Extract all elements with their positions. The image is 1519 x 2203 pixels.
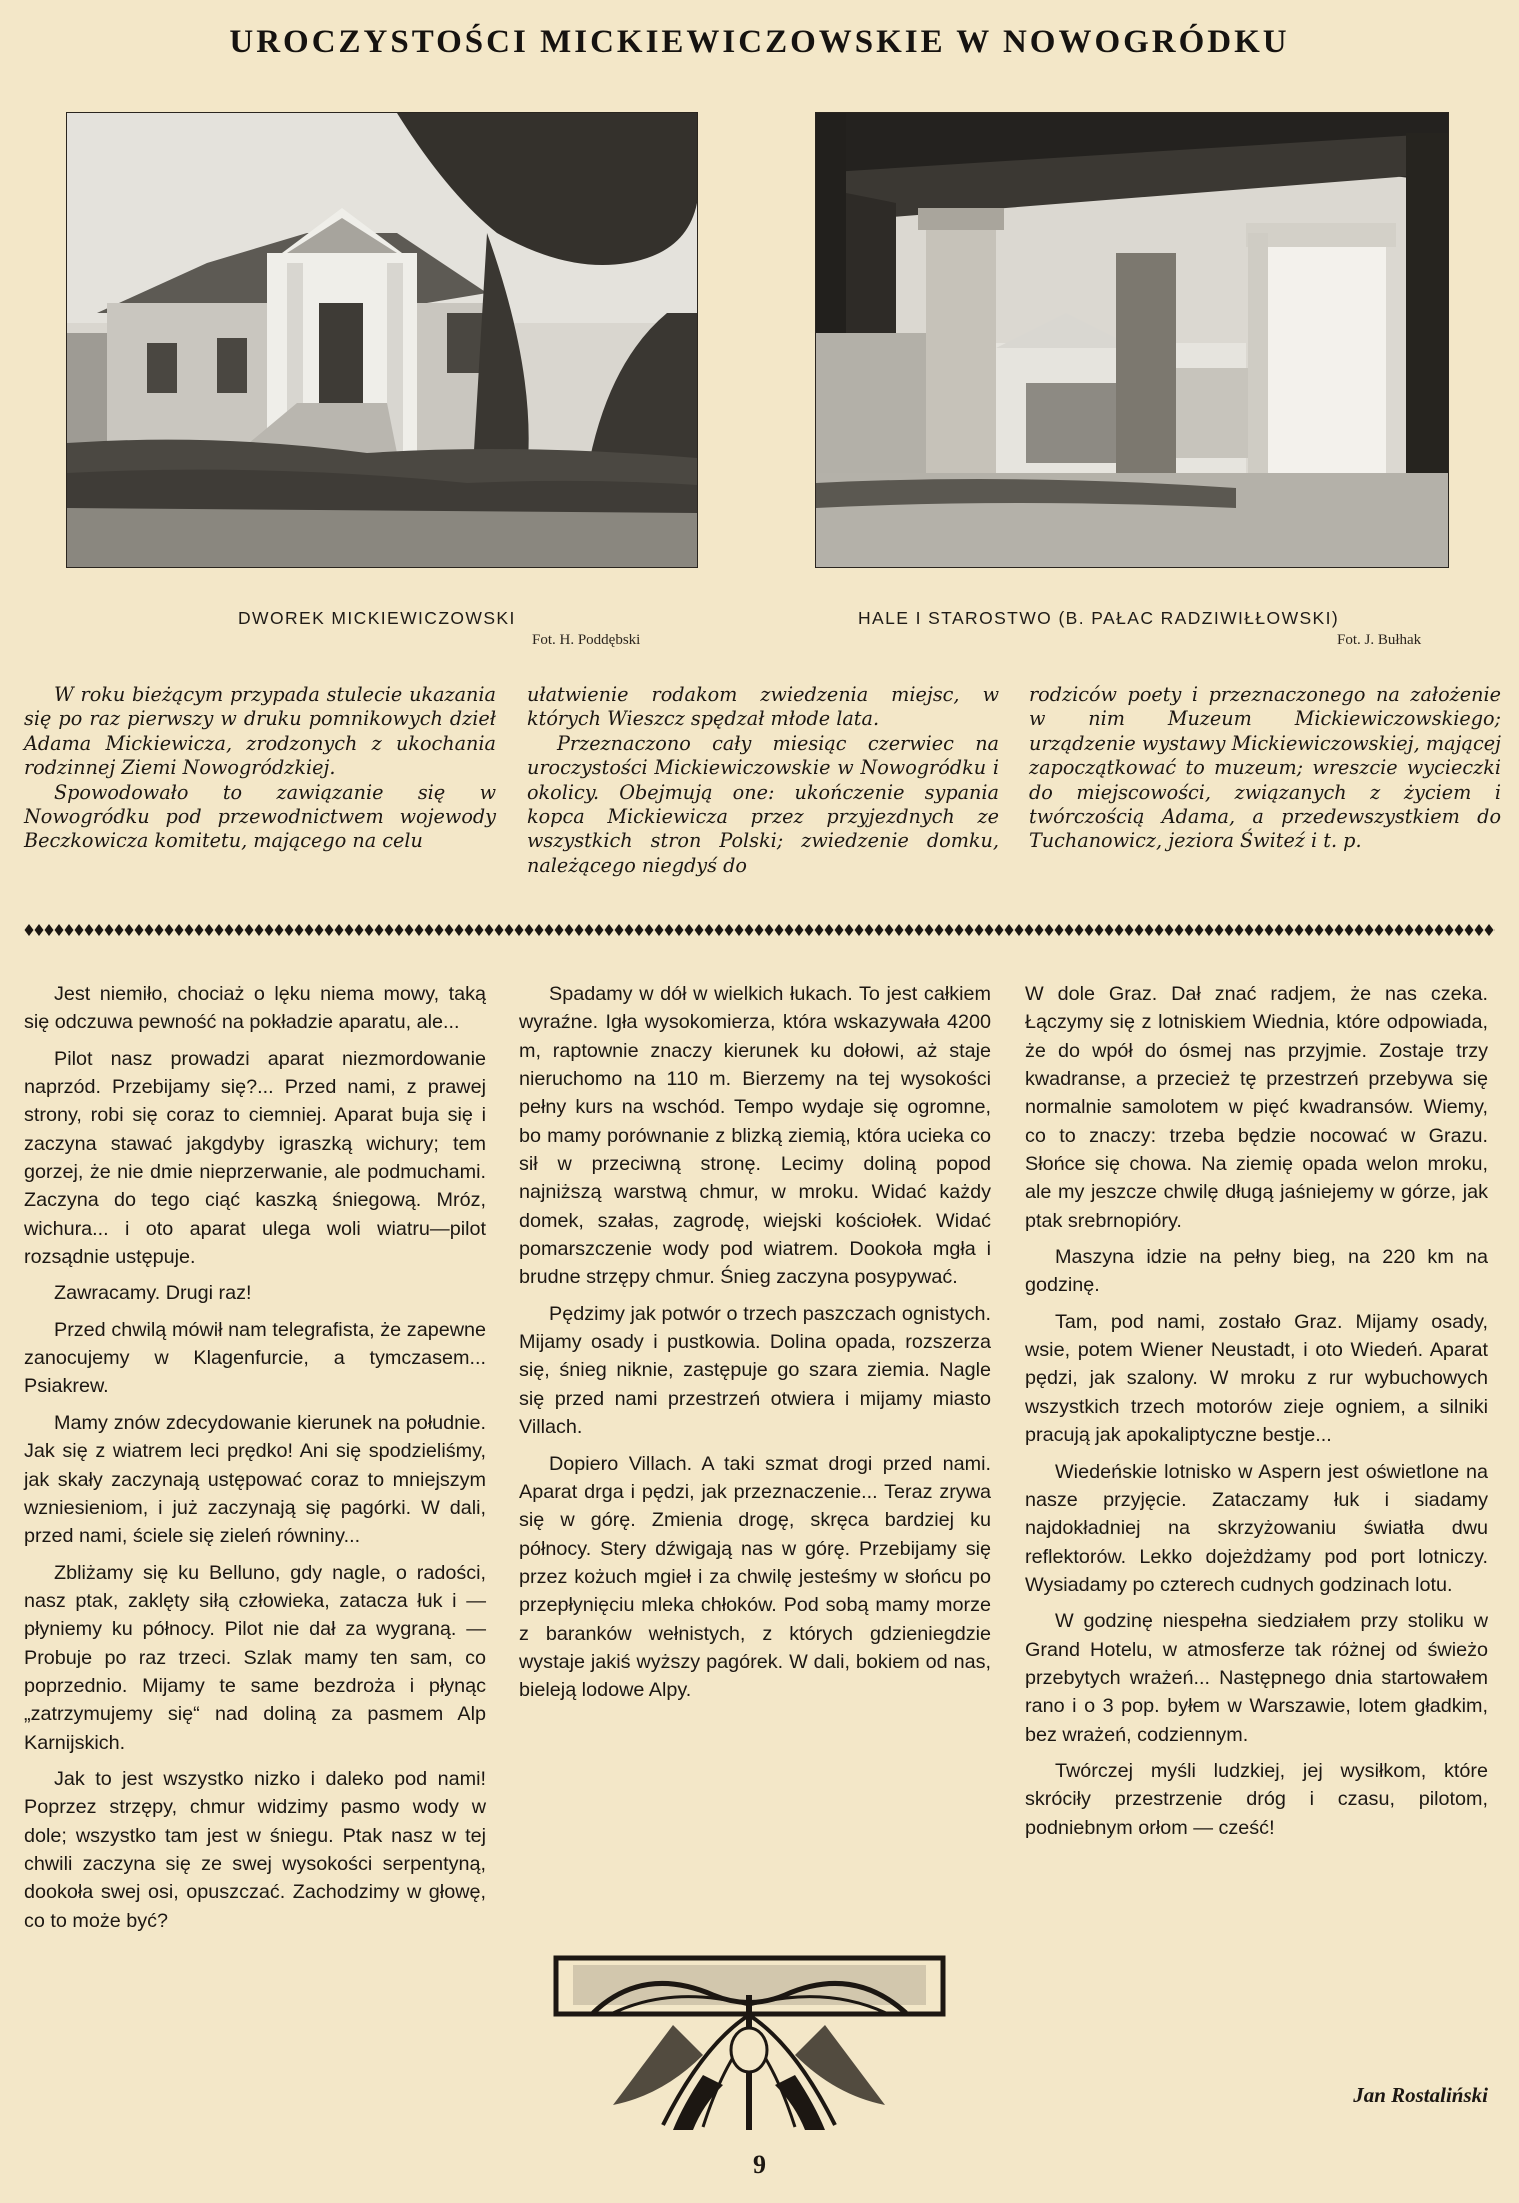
intro-paragraph: rodziców poety i przeznaczonego na założenie w nim Muzeum Mickiewiczowskiego; urządzenie wystawy Mickiewiczowskiej, mającej zapoczątkować to muzeum; wreszcie wycieczki do miejscowości, związanych z życiem i twórczością Adama, a przedewszystkiem do Tuchanowicz, jeziora Świteź i t. p. [1029, 683, 1501, 853]
story-paragraph: Maszyna idzie na pełny bieg, na 220 km na godzinę. [1025, 1246, 1488, 1297]
story-column-3 [1025, 980, 1488, 1850]
author-signature: Jan Rostaliński [1353, 2083, 1488, 2107]
photo-credit-right: Fot. J. Bułhak [1337, 632, 1422, 648]
intro-paragraph: Przeznaczono cały miesiąc czerwiec na uroczystości Mickiewiczowskie w Nowogródku i okolicy. Obejmują one: ukończenie sypania kopca Mickiewicza przez przyjezdnych ze wszystkich stron Polski; zwiedzenie domku, należącego niegdyś do [527, 731, 999, 877]
intro-paragraph: ułatwienie rodakom zwiedzenia miejsc, w których Wieszcz spędzał młode lata. [527, 683, 999, 731]
story-paragraph: Twórczej myśli ludzkiej, jej wysiłkom, które skróciły przestrzenie dróg i czasu, pilotom, podniebnym orłom — cześć! [1025, 1759, 1488, 1839]
intro-paragraph: Spowodowało to zawiązanie się w Nowogródku pod przewodnictwem wojewody Beczkowicza komitetu, mającego na celu [24, 780, 496, 853]
story-paragraph: Jak to jest wszystko nizko i daleko pod nami! Poprzez strzępy, chmur widzimy pasmo wody w dole; wszystko tam jest w śniegu. Ptak nasz w tej chwili zaczyna się ze swej wysokości serpentyną, dookoła swej osi, opuszczać. Zachodzimy w głowę, co to może być? [24, 1767, 486, 1932]
story-paragraph: Pędzimy jak potwór o trzech paszczach ognistych. Mijamy osady i pustkowia. Dolina opada, rozszerza się, śnieg niknie, zastępuje go szara ziemia. Nagle się przed nami przestrzeń otwiera i mijamy miasto Villach. [519, 1302, 991, 1439]
photo-market-hall-and-starostwo [815, 112, 1449, 568]
intro-column-2 [527, 683, 999, 878]
story-paragraph: Tam, pod nami, zostało Graz. Mijamy osady, wsie, potem Wiener Neustadt, i oto Wiedeń. Aparat pędzi, jak szalony. W mroku z rur wybuchowych wszystkich trzech motorów zieje ogniem, a silniki pracują jak apokaliptyczne bestje... [1025, 1310, 1488, 1447]
ornamental-divider [24, 921, 1495, 939]
story-paragraph: W dole Graz. Dał znać radjem, że nas czeka. Łączymy się z lotniskiem Wiednia, które odpowiada, że do wpół do ósmej nas przyjmie. Zostaje trzy kwadranse, a przecież tę przestrzeń przebywa się normalnie samolotem w pięć kwadransów. Wiemy, co to znaczy: trzeba będzie nocować w Grazu. Słońce się chowa. Na ziemię opada welon mroku, ale my jeszcze chwilę długą jaśniejemy w górze, jak ptak srebrnopióry. [1025, 983, 1488, 1232]
intro-column-1 [24, 683, 496, 854]
story-paragraph: Jest niemiło, chociaż o lęku niema mowy, taką się odczuwa pewność na pokładzie aparatu, ale... [24, 983, 486, 1034]
story-paragraph: Zbliżamy się ku Belluno, gdy nagle, o radości, nasz ptak, zaklęty siłą człowieka, zatacza łuk i — płyniemy ku północy. Pilot nie dał za wygraną. — Probuje po raz trzeci. Szlak mamy ten sam, co poprzednio. Mijamy te same bezdroża i płynąc „zatrzymujemy się“ nad doliną za pasmem Alp Karnijskich. [24, 1561, 486, 1754]
photo-manor-house [66, 112, 698, 568]
intro-paragraph: W roku bieżącym przypada stulecie ukazania się po raz pierwszy w druku pomnikowych dzieł Adama Mickiewicza, zrodzonych z ukochania rodzinnej Ziemi Nowogródzkiej. [24, 683, 496, 780]
photo-credit-left: Fot. H. Poddębski [532, 632, 641, 648]
page-number: 9 [753, 2150, 766, 2179]
story-paragraph: Spadamy w dół w wielkich łukach. To jest całkiem wyraźne. Igła wysokomierza, która wskazywała 4200 m, raptownie znaczy kierunek ku dołowi, aż staje nieruchomo na 110 m. Bierzemy na tej wysokości pełny kurs na wschód. Tempo wydaje się ogromne, bo mamy porównanie z blizką ziemią, która ucieka co sił w przeciwną stronę. Lecimy doliną popod najniższą warstwą chmur, w mroku. Widać każdy domek, szałas, zagrodę, wiejski kościołek. Widać pomarszczenie wody pod wiatrem. Dookoła mgła i brudne strzępy chmur. Śnieg zaczyna posypywać. [519, 983, 991, 1289]
story-column-1 [24, 980, 486, 1943]
story-paragraph: Zawracamy. Drugi raz! [54, 1282, 252, 1305]
decorative-vignette [553, 1955, 946, 2133]
story-column-2 [519, 980, 991, 1713]
story-paragraph: Wiedeńskie lotnisko w Aspern jest oświetlone na nasze przyjęcie. Zataczamy łuk i siadamy najdokładniej na skrzyżowaniu światła dwu reflektorów. Lekko dojeżdżamy pod port lotniczy. Wysiadamy po czterech cudnych godzinach lotu. [1025, 1460, 1488, 1596]
story-paragraph: Dopiero Villach. A taki szmat drogi przed nami. Aparat drga i pędzi, jak przeznaczenie... Teraz zrywa się w górę. Zmienia drogę, skręca bardziej ku północy. Stery dźwigają nas w górę. Przebijamy się przez kożuch mgieł i za chwilę jesteśmy w słońcu po przepłynięciu mleka chłoków. Pod sobą mamy morze z baranków wełnistych, z których gdzieniegdzie wystaje jakiś wyższy pagórek. W dali, bokiem od nas, bieleją lodowe Alpy. [519, 1452, 991, 1702]
story-paragraph: Przed chwilą mówił nam telegrafista, że zapewne zanocujemy w Klagenfurcie, a tymczasem... Psiakrew. [24, 1318, 486, 1398]
story-paragraph: Pilot nasz prowadzi aparat niezmordowanie naprzód. Przebijamy się?... Przed nami, z prawej strony, robi się coraz to ciemniej. Aparat buja się i zaczyna stawać jakgdyby igraszką wichury; tem gorzej, że nie dmie nieprzerwanie, ale podmuchami. Zaczyna do tego ciąć kaszką śniegową. Mróz, wichura... i oto aparat ulega woli wiatru—pilot rozsądnie ustępuje. [24, 1047, 486, 1269]
article-title: UROCZYSTOŚCI MICKIEWICZOWSKIE W NOWOGRÓDKU [229, 24, 1290, 60]
intro-column-3 [1029, 683, 1501, 854]
photo-caption-right: HALE I STAROSTWO (B. PAŁAC RADZIWIŁŁOWSKI) [858, 608, 1340, 628]
photo-caption-left: DWOREK MICKIEWICZOWSKI [238, 608, 516, 628]
story-paragraph: Mamy znów zdecydowanie kierunek na południe. Jak się z wiatrem leci prędko! Ani się spodzieliśmy, jak skały zaczynają ustępować coraz to mniejszym wzniesieniom, i już zaczynają się pagórki. W dali, przed nami, ściele się zieleń równiny... [24, 1411, 486, 1548]
story-paragraph: W godzinę niespełna siedziałem przy stoliku w Grand Hotelu, w atmosferze tak różnej od świeżo przebytych wrażeń... Następnego dnia startowałem rano i o 3 pop. byłem w Warszawie, lotem gładkim, bez wrażeń, codziennym. [1025, 1610, 1488, 1746]
